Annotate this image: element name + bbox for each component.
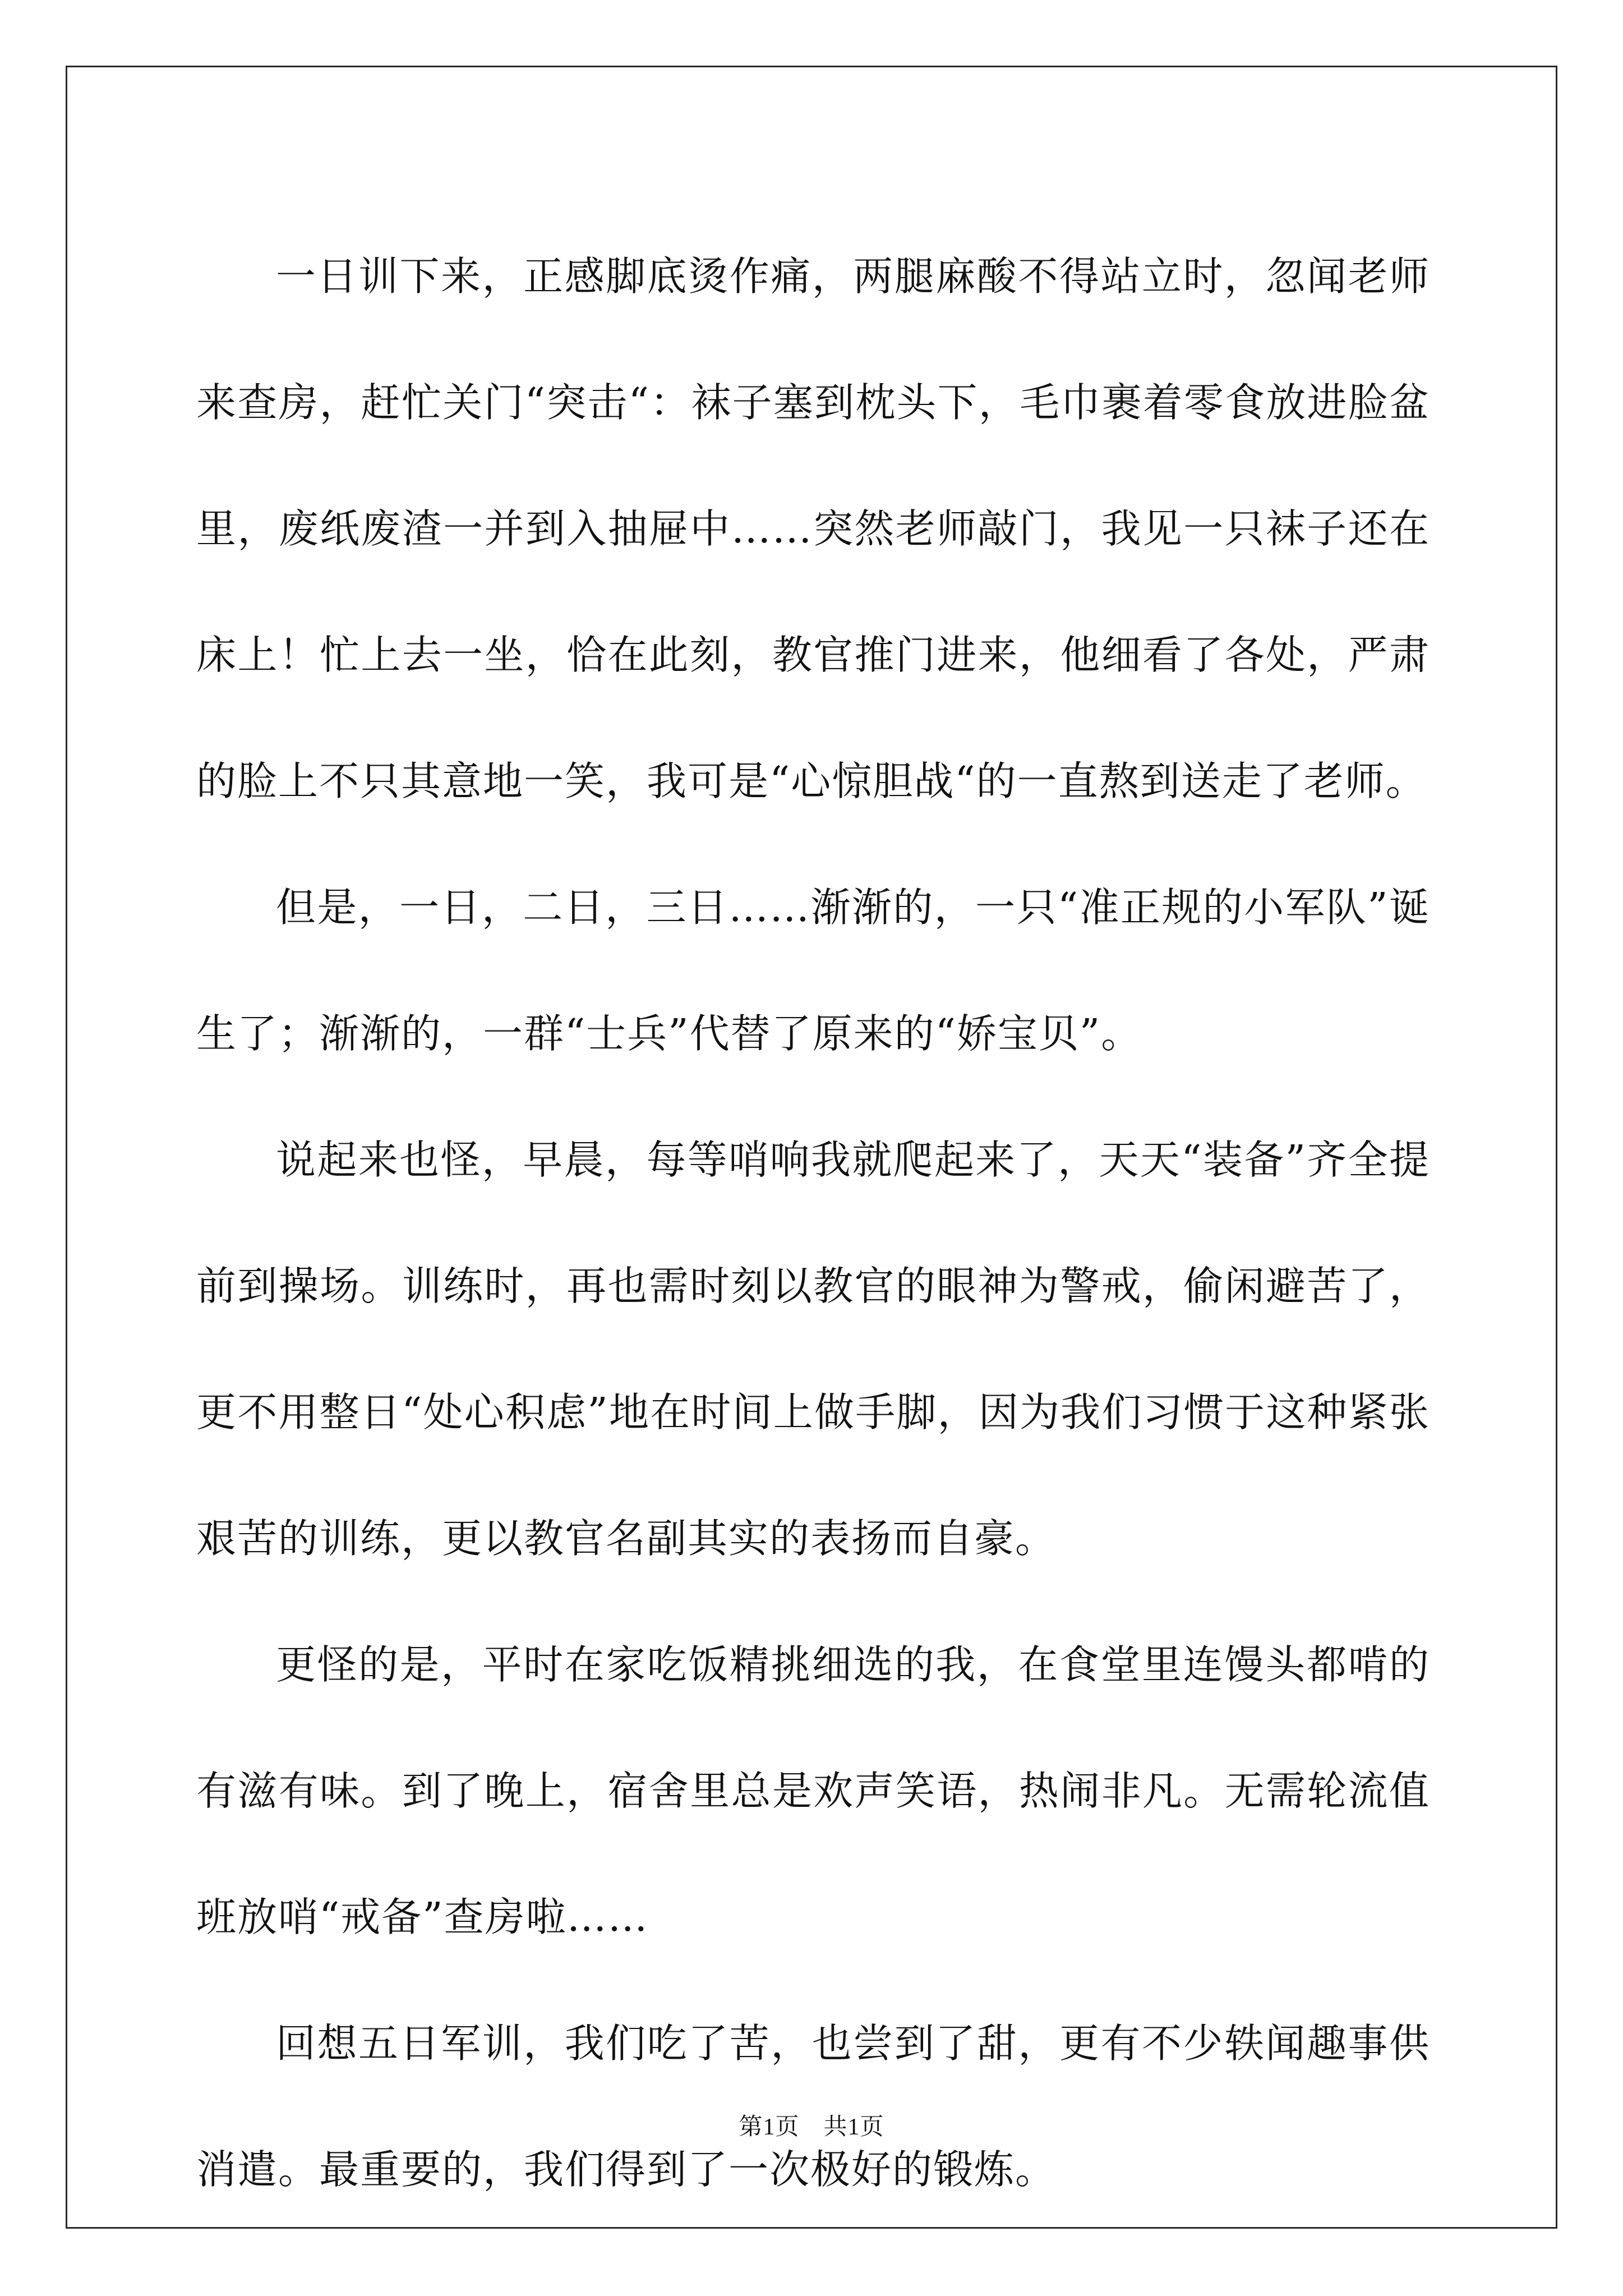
paragraph-1: 一日训下来，正感脚底烫作痛，两腿麻酸不得站立时，忽闻老师来查房，赶忙关门“突击“：袜子塞到枕头下，毛巾裹着零食放进脸盆里，废纸废渣一并到入抽屉中……突然老师敲门，我见一只袜子还在床上！忙上去一坐，恰在此刻，教官推门进来，他细看了各处，严肃的脸上不只其意地一笑，我可是“心惊胆战“的一直熬到送走了老师。 [196,253,1430,804]
paragraph-3: 说起来也怪，早晨，每等哨响我就爬起来了，天天“装备”齐全提前到操场。训练时，再也需时刻以教官的眼神为警戒，偷闲避苦了，更不用整日“处心积虑”地在时间上做手脚，因为我们习惯于这种紧张艰苦的训练，更以教官名副其实的表扬而自豪。 [196,1137,1430,1562]
document-body [196,213,1430,2233]
paragraph-2: 但是，一日，二日，三日……渐渐的，一只“准正规的小军队”诞生了；渐渐的，一群“士兵”代替了原来的“娇宝贝”。 [196,884,1430,1057]
paragraph-4: 更怪的是，平时在家吃饭精挑细选的我，在食堂里连馒头都啃的有滋有味。到了晚上，宿舍里总是欢声笑语，热闹非凡。无需轮流值班放哨“戒备”查房啦…… [196,1641,1430,1940]
paragraph-5: 回想五日军训，我们吃了苦，也尝到了甜，更有不少轶闻趣事供消遣。最重要的，我们得到了一次极好的锻炼。 [196,2020,1430,2193]
page-number-footer: 第1页 共1页 [739,2114,884,2140]
